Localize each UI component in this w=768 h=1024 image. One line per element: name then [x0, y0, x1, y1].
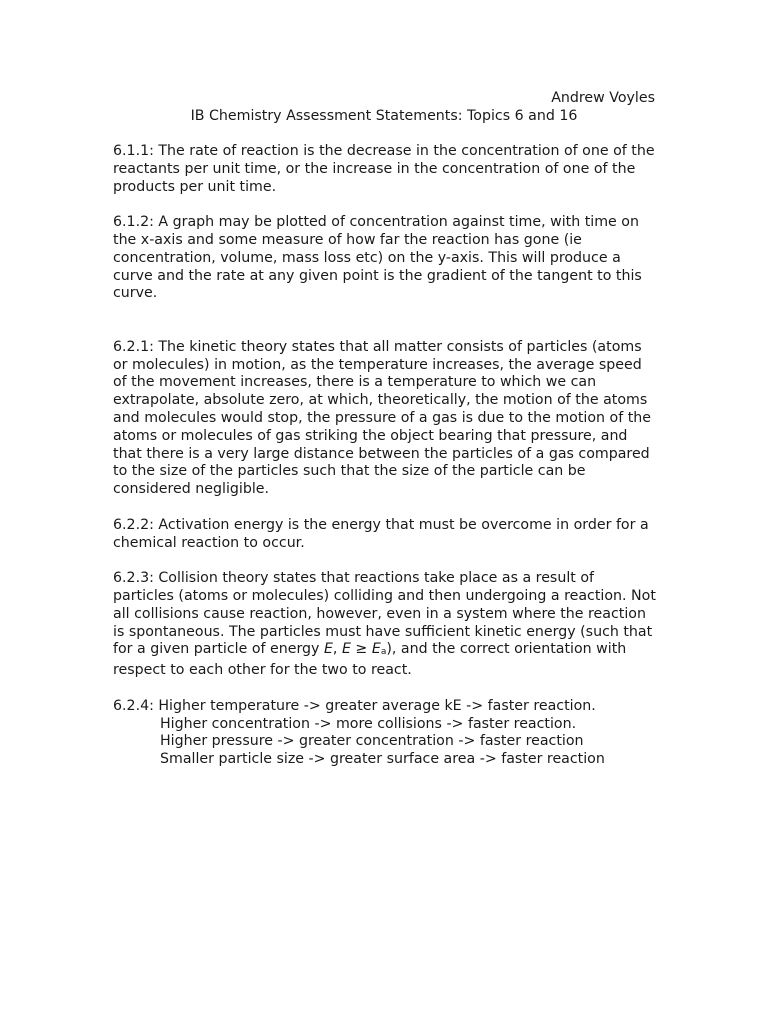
- comma-separator: ,: [332, 641, 342, 658]
- energy-symbol-2: E: [341, 641, 351, 658]
- activation-subscript: a: [380, 647, 387, 658]
- list-item: Smaller particle size -> greater surface area -> faster reaction: [160, 751, 605, 768]
- paragraph-6-2-3-text-before: 6.2.3: Collision theory states that reactions take place as a result of particles (atoms or molecules) colliding and then undergoing a reaction. Not all collisions cause reaction, however, even in a system where the reaction is spontaneous. The particles must have sufficient kinetic energy (such that for a given particle of energy: [113, 570, 656, 658]
- list-6-2-4: [113, 698, 658, 769]
- paragraph-6-2-1: 6.2.1: The kinetic theory states that all matter consists of particles (atoms or molecules) in motion, as the temperature increases, the average speed of the movement increases, there is a temperature to which we can extrapolate, absolute zero, at which, theoretically, the motion of the atoms and molecules would stop, the pressure of a gas is due to the motion of the atoms or molecules of gas striking the object bearing that pressure, and that there is a very large distance between the particles of a gas compared to the size of the particles such that the size of the particle can be considered negligible.: [113, 338, 651, 498]
- list-prefix: 6.2.4:: [113, 697, 159, 714]
- list-item-text: Higher temperature -> greater average kE -> faster reaction.: [158, 697, 596, 714]
- paragraph-6-1-2: 6.1.2: A graph may be plotted of concentration against time, with time on the x-axis and some measure of how far the reaction has gone (ie concentration, volume, mass loss etc) on the y-axis. This will produce a curve and the rate at any given point is the gradient of the tangent to this curve.: [113, 214, 642, 302]
- list-item: Higher concentration -> more collisions -> faster reaction.: [160, 715, 577, 732]
- author-name: Andrew Voyles: [551, 90, 655, 106]
- document-title: IB Chemistry Assessment Statements: Topics 6 and 16: [190, 108, 578, 124]
- paragraph-6-1-1: 6.1.1: The rate of reaction is the decrease in the concentration of one of the reactants per unit time, or the increase in the concentration of one of the products per unit time.: [113, 143, 655, 195]
- paragraph-6-2-3-text-after: ), and the correct orientation with respect to each other for the two to react.: [113, 641, 627, 679]
- document-body: [113, 143, 658, 769]
- paragraph-6-2-3: [113, 570, 658, 680]
- energy-symbol: E: [323, 641, 333, 658]
- list-item: Higher pressure -> greater concentration -> faster reaction: [160, 733, 584, 750]
- geq-symbol: ≥: [350, 641, 372, 658]
- list-item: [113, 698, 658, 716]
- paragraph-6-2-2: 6.2.2: Activation energy is the energy that must be overcome in order for a chemical reaction to occur.: [113, 516, 649, 551]
- activation-energy-symbol: E: [371, 641, 381, 658]
